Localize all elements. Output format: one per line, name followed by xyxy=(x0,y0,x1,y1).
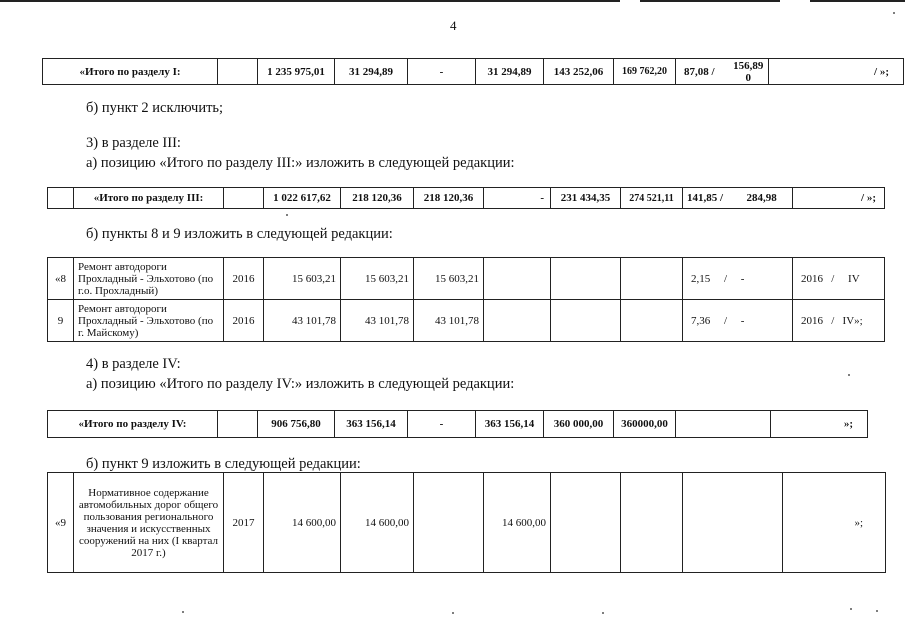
cell xyxy=(218,59,258,85)
cell: 1 022 617,62 xyxy=(264,188,341,209)
row-label: «Итого по разделу I: xyxy=(43,59,218,85)
cell: 43 101,78 xyxy=(414,300,484,342)
item-number: «8 xyxy=(48,258,74,300)
cell: 363 156,14 xyxy=(335,411,408,438)
cell: »; xyxy=(783,473,886,573)
cell: 2016 / IV xyxy=(793,258,885,300)
scan-speck xyxy=(452,612,454,614)
cell xyxy=(551,300,621,342)
scan-speck xyxy=(182,611,184,613)
scan-speck xyxy=(850,608,852,610)
cell: 360000,00 xyxy=(614,411,676,438)
cell xyxy=(484,258,551,300)
cell: 15 603,21 xyxy=(414,258,484,300)
cell: 7,36 / - xyxy=(683,300,793,342)
cell: / »; xyxy=(769,59,904,85)
cell: 363 156,14 xyxy=(476,411,544,438)
cell: 274 521,11 xyxy=(621,188,683,209)
cell: / »; xyxy=(793,188,885,209)
cell xyxy=(218,411,258,438)
cell: 169 762,20 xyxy=(614,59,676,85)
item-year: 2017 xyxy=(224,473,264,573)
paragraph: 4) в разделе IV: xyxy=(86,356,181,372)
cell: 31 294,89 xyxy=(335,59,408,85)
cell: 14 600,00 xyxy=(484,473,551,573)
cell: 231 434,35 xyxy=(551,188,621,209)
cell xyxy=(224,188,264,209)
paragraph: 3) в разделе III: xyxy=(86,135,181,151)
cell: 906 756,80 xyxy=(258,411,335,438)
items-8-9-table xyxy=(47,257,885,342)
row-label: «Итого по разделу III: xyxy=(74,188,224,209)
cell: 2016 / IV»; xyxy=(793,300,885,342)
item-number: «9 xyxy=(48,473,74,573)
cell xyxy=(733,473,783,573)
scan-speck xyxy=(286,214,288,216)
cell xyxy=(48,188,74,209)
scan-speck xyxy=(848,374,850,376)
cell: »; xyxy=(771,411,868,438)
cell: - xyxy=(408,59,476,85)
cell xyxy=(621,258,683,300)
cell xyxy=(621,473,683,573)
cell: 43 101,78 xyxy=(341,300,414,342)
cell xyxy=(551,473,621,573)
cell: 143 252,06 xyxy=(544,59,614,85)
cell: 31 294,89 xyxy=(476,59,544,85)
cell: - xyxy=(484,188,551,209)
paragraph: б) пункты 8 и 9 изложить в следующей редакции: xyxy=(86,226,393,242)
cell xyxy=(676,411,771,438)
cell: 141,85 / xyxy=(683,188,743,209)
item-number: 9 xyxy=(48,300,74,342)
paragraph: б) пункт 2 исключить; xyxy=(86,100,224,116)
cell: 87,08 / xyxy=(676,59,729,85)
cell xyxy=(551,258,621,300)
scan-border-top-fragment xyxy=(810,0,905,2)
cell xyxy=(414,473,484,573)
cell: 1 235 975,01 xyxy=(258,59,335,85)
scan-border-top xyxy=(0,0,620,2)
cell: 43 101,78 xyxy=(264,300,341,342)
item-year: 2016 xyxy=(224,258,264,300)
cell: 15 603,21 xyxy=(264,258,341,300)
scan-border-top-fragment xyxy=(640,0,780,2)
cell: 15 603,21 xyxy=(341,258,414,300)
scan-speck xyxy=(602,612,604,614)
item-year: 2016 xyxy=(224,300,264,342)
cell: 218 120,36 xyxy=(414,188,484,209)
scan-speck xyxy=(893,12,895,14)
total-section-4-table xyxy=(47,410,868,438)
table-row xyxy=(48,258,885,300)
cell: 2,15 / - xyxy=(683,258,793,300)
cell: 360 000,00 xyxy=(544,411,614,438)
table-row xyxy=(48,300,885,342)
total-section-1-table xyxy=(42,58,904,85)
cell: - xyxy=(408,411,476,438)
cell xyxy=(484,300,551,342)
item-name: Нормативное содержание автомобильных дорог общего пользования регионального значения и искусственных сооружений на них (I квартал 2017 г.) xyxy=(74,473,224,573)
cell: 284,98 xyxy=(743,188,793,209)
paragraph: б) пункт 9 изложить в следующей редакции: xyxy=(86,456,361,472)
cell: 218 120,36 xyxy=(341,188,414,209)
paragraph: а) позицию «Итого по разделу IV:» изложить в следующей редакции: xyxy=(86,376,515,392)
row-label: «Итого по разделу IV: xyxy=(48,411,218,438)
cell xyxy=(683,473,733,573)
item-name: Ремонт автодороги Прохладный - Эльхотово (по г.о. Прохладный) xyxy=(74,258,224,300)
item-name: Ремонт автодороги Прохладный - Эльхотово (по г. Майскому) xyxy=(74,300,224,342)
cell: 14 600,00 xyxy=(264,473,341,573)
scan-speck xyxy=(876,610,878,612)
page-number: 4 xyxy=(450,18,457,33)
cell xyxy=(621,300,683,342)
paragraph: а) позицию «Итого по разделу III:» изложить в следующей редакции: xyxy=(86,155,515,171)
cell: 14 600,00 xyxy=(341,473,414,573)
cell: 156,89 0 xyxy=(729,59,769,85)
item-9-table xyxy=(47,472,886,573)
total-section-3-table xyxy=(47,187,885,209)
